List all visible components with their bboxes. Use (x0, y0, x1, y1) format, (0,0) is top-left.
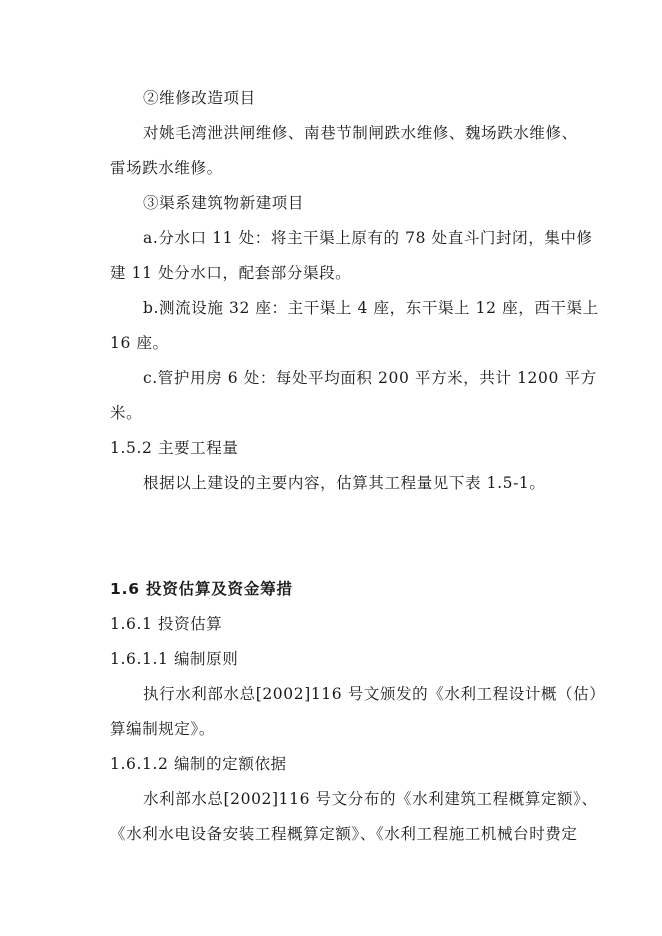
item2-text-line1: 对姚毛湾泄洪闸维修、南巷节制闸跌水维修、魏场跌水维修、 (143, 124, 578, 142)
item3-a-line1: a.分水口 11 处：将主干渠上原有的 78 处直斗门封闭，集中修 (143, 229, 593, 247)
item3-c-line2: 米。 (110, 404, 143, 422)
section-1612-title: 1.6.1.2 编制的定额依据 (110, 755, 287, 773)
section-152-title: 1.5.2 主要工程量 (110, 439, 239, 457)
section-152-text: 根据以上建设的主要内容，估算其工程量见下表 1.5-1。 (143, 474, 546, 492)
section-1612-text-line1: 水利部水总[2002]116 号文分布的《水利建筑工程概算定额》、 (143, 790, 598, 808)
item2-heading: ②维修改造项目 (143, 89, 256, 107)
section-161-title: 1.6.1 投资估算 (110, 615, 223, 633)
item3-b-line2: 16 座。 (110, 334, 169, 352)
item3-b-line1: b.测流设施 32 座：主干渠上 4 座，东干渠上 12 座，西干渠上 (143, 299, 599, 317)
section-1612-text-line2: 《水利水电设备安装工程概算定额》、《水利工程施工机械台时费定 (110, 825, 578, 843)
section-1611-text-line2: 算编制规定》。 (110, 720, 215, 738)
item2-text-line2: 雷场跌水维修。 (110, 159, 223, 177)
section-1611-text-line1: 执行水利部水总[2002]116 号文颁发的《水利工程设计概（估） (143, 685, 606, 703)
item3-c-line1: c.管护用房 6 处：每处平均面积 200 平方米，共计 1200 平方 (143, 369, 597, 387)
section-16-title: 1.6 投资估算及资金筹措 (110, 580, 293, 598)
item3-heading: ③渠系建筑物新建项目 (143, 194, 305, 212)
item3-a-line2: 建 11 处分水口，配套部分渠段。 (110, 264, 352, 282)
section-1611-title: 1.6.1.1 编制原则 (110, 650, 239, 668)
